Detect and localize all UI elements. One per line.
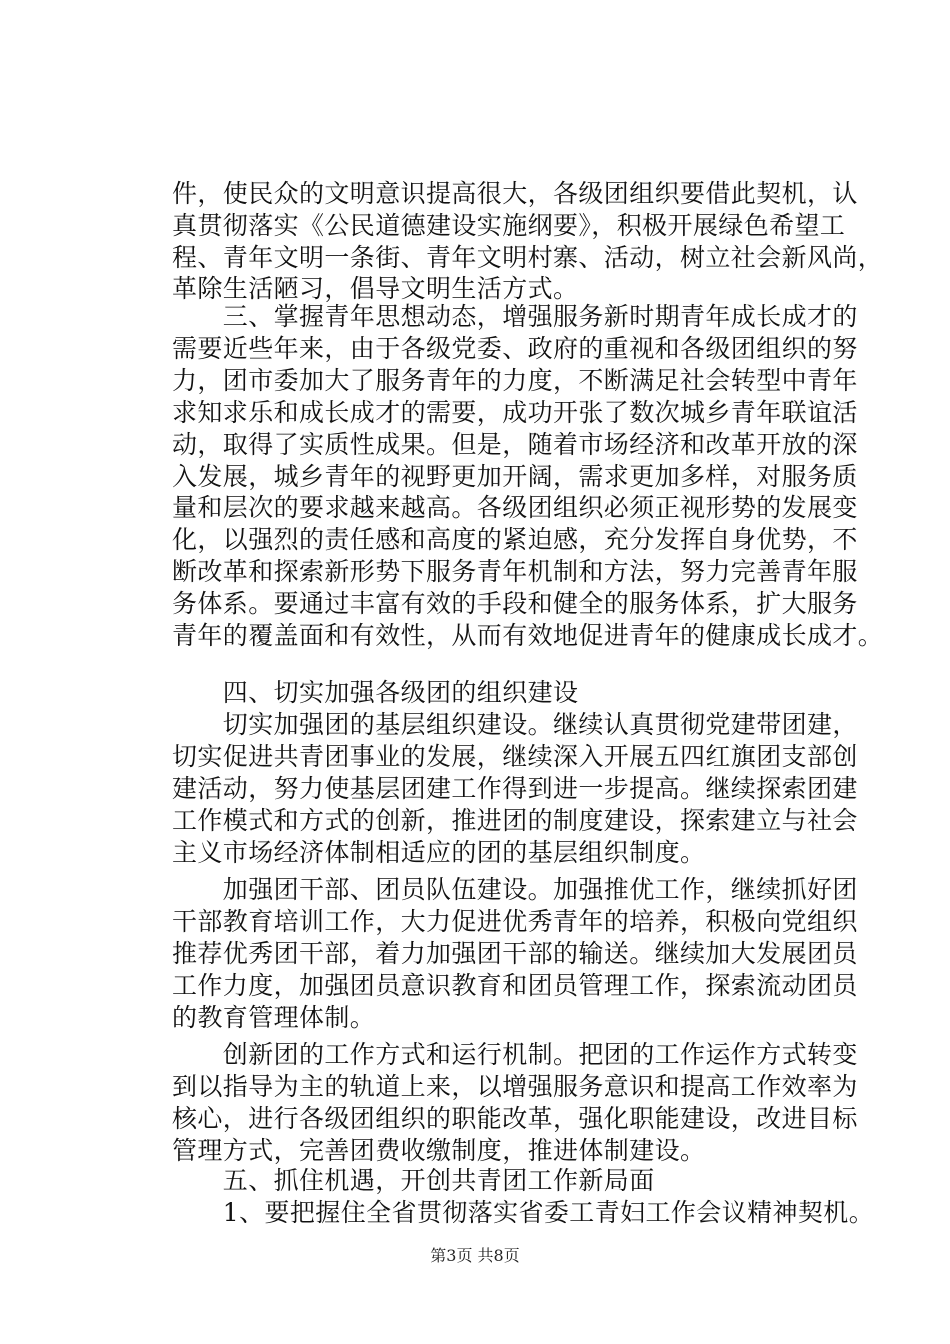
section-heading-3: 三、掌握青年思想动态，增强服务新时期青年成长成才的 [172, 302, 858, 331]
page-number-footer: 第3页 共8页 [430, 1246, 520, 1265]
section-heading-5: 五、抓住机遇，开创共青团工作新局面 [172, 1166, 655, 1195]
body-text-line: 干部教育培训工作，大力促进优秀青年的培养，积极向党组织 [172, 907, 858, 936]
section-heading-4: 四、切实加强各级团的组织建设 [172, 678, 579, 707]
body-text-line: 真贯彻落实《公民道德建设实施纲要》，积极开展绿色希望工 [172, 211, 846, 240]
body-text-line: 件，使民众的文明意识提高很大，各级团组织要借此契机，认 [172, 179, 858, 208]
body-text-line: 工作模式和方式的创新，推进团的制度建设，探索建立与社会 [172, 806, 858, 835]
body-text-line: 的教育管理体制。 [172, 1003, 376, 1032]
body-text-line: 务体系。要通过丰富有效的手段和健全的服务体系，扩大服务 [172, 589, 858, 618]
body-text-line: 需要近些年来，由于各级党委、政府的重视和各级团组织的努 [172, 334, 858, 363]
body-text-line: 主义市场经济体制相适应的团的基层组织制度。 [172, 838, 706, 867]
body-text-line: 核心，进行各级团组织的职能改革，强化职能建设，改进目标 [172, 1104, 858, 1133]
body-text-line: 切实加强团的基层组织建设。继续认真贯彻党建带团建， [172, 710, 858, 739]
body-text-line: 断改革和探索新形势下服务青年机制和方法，努力完善青年服 [172, 557, 858, 586]
body-text-line: 动，取得了实质性成果。但是，随着市场经济和改革开放的深 [172, 430, 858, 459]
body-text-line: 切实促进共青团事业的发展，继续深入开展五四红旗团支部创 [172, 742, 858, 771]
body-text-line: 建活动，努力使基层团建工作得到进一步提高。继续探索团建 [172, 774, 858, 803]
body-text-line: 量和层次的要求越来越高。各级团组织必须正视形势的发展变 [172, 493, 858, 522]
body-text-line: 程、青年文明一条街、青年文明村寨、活动，树立社会新风尚， [172, 243, 884, 272]
body-text-line: 加强团干部、团员队伍建设。加强推优工作，继续抓好团 [172, 875, 858, 904]
body-text-line: 青年的覆盖面和有效性，从而有效地促进青年的健康成长成才。 [172, 621, 884, 650]
body-text-line: 化，以强烈的责任感和高度的紧迫感，充分发挥自身优势，不 [172, 525, 858, 554]
body-text-line: 工作力度，加强团员意识教育和团员管理工作，探索流动团员 [172, 971, 858, 1000]
body-text-line: 革除生活陋习，倡导文明生活方式。 [172, 274, 579, 303]
body-text-line: 入发展，城乡青年的视野更加开阔，需求更加多样，对服务质 [172, 462, 858, 491]
body-text-line: 1、要把握住全省贯彻落实省委工青妇工作会议精神契机。 [172, 1198, 875, 1227]
body-text-line: 力，团市委加大了服务青年的力度，不断满足社会转型中青年 [172, 366, 858, 395]
body-text-line: 管理方式，完善团费收缴制度，推进体制建设。 [172, 1136, 706, 1165]
body-text-line: 到以指导为主的轨道上来，以增强服务意识和提高工作效率为 [172, 1072, 858, 1101]
body-text-line: 创新团的工作方式和运行机制。把团的工作运作方式转变 [172, 1040, 858, 1069]
body-text-line: 推荐优秀团干部，着力加强团干部的输送。继续加大发展团员 [172, 939, 858, 968]
body-text-line: 求知求乐和成长成才的需要，成功开张了数次城乡青年联谊活 [172, 398, 858, 427]
